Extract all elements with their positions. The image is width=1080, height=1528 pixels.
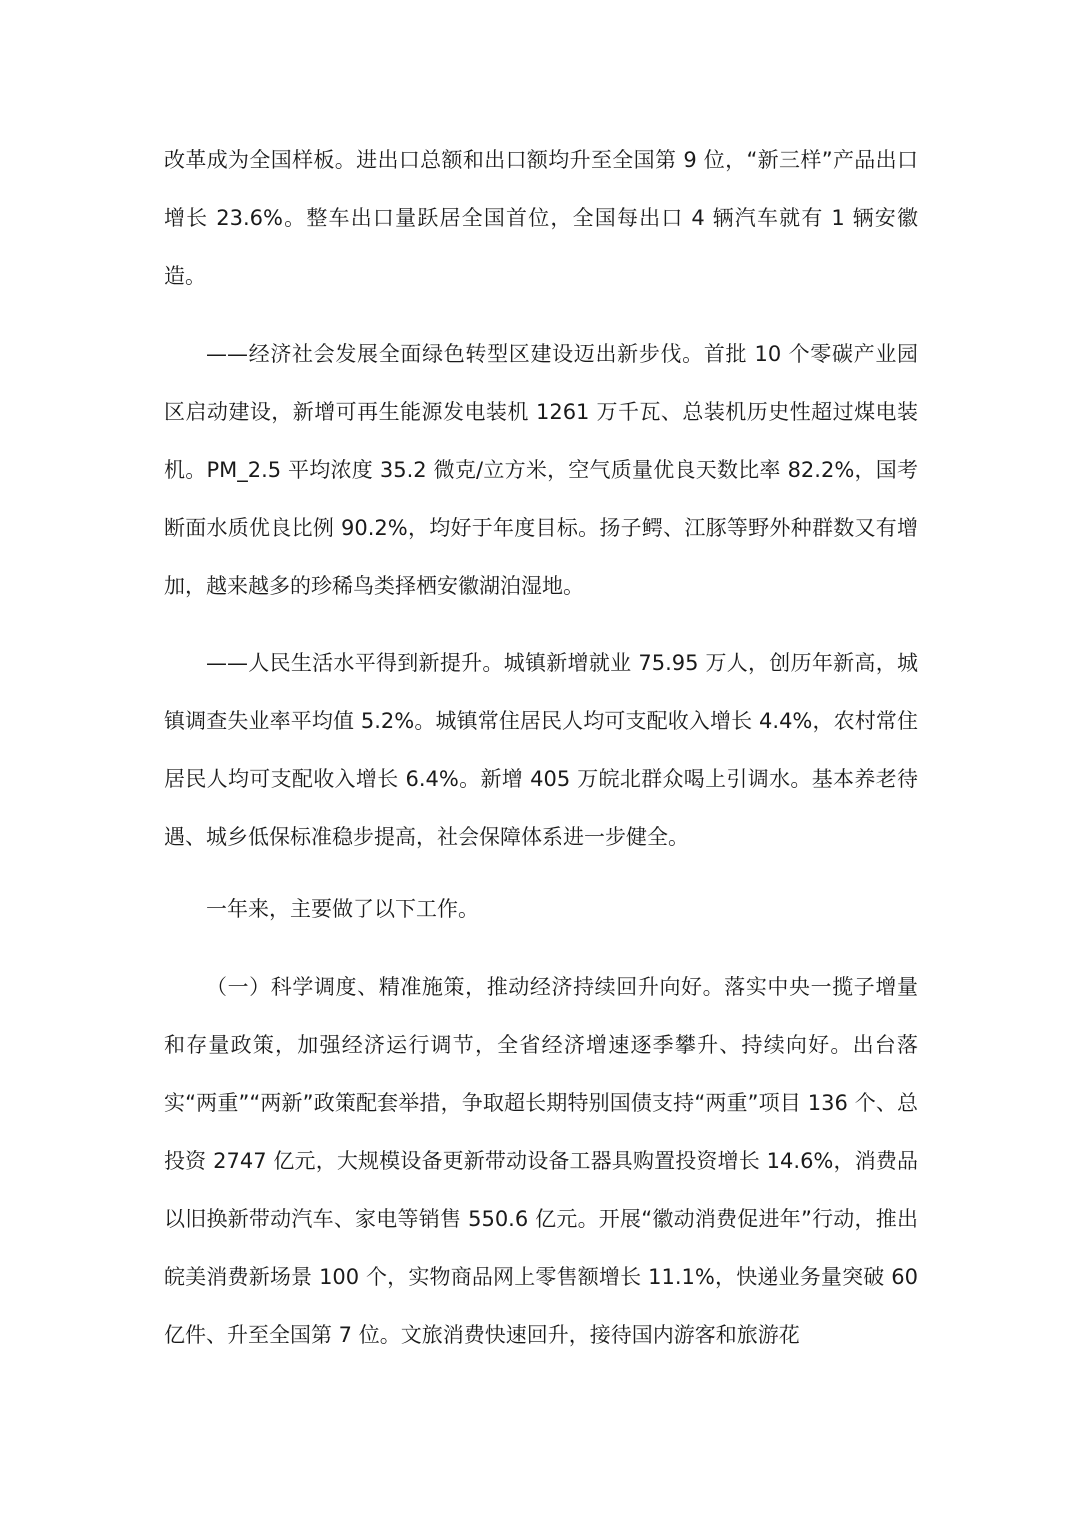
- paragraph-economy-recovery: （一）科学调度、精准施策，推动经济持续回升向好。落实中央一揽子增量和存量政策，加强经济运行调节，全省经济增速逐季攀升、持续向好。出台落实“两重”“两新”政策配套举措，争取超长期特别国债支持“两重”项目 136 个、总投资 2747 亿元，大规模设备更新带动设备工器具购置投资增长 14.6%，消费品以旧换新带动汽车、家电等销售 550.6 亿元。开展“徽动消费促进年”行动，推出皖美消费新场景 100 个，实物商品网上零售额增长 11.1%，快递业务量突破 60 亿件、升至全国第 7 位。文旅消费快速回升，接待国内游客和旅游花: [164, 975, 918, 1347]
- paragraph-work-intro: 一年来，主要做了以下工作。: [206, 897, 479, 921]
- paragraph-green-transition: ——经济社会发展全面绿色转型区建设迈出新步伐。首批 10 个零碳产业园区启动建设，新增可再生能源发电装机 1261 万千瓦、总装机历史性超过煤电装机。PM_2.5 平均浓度 35.2 微克/立方米，空气质量优良天数比率 82.2%，国考断面水质优良比例 90.2%，均好于年度目标。扬子鳄、江豚等野外种群数又有增加，越来越多的珍稀鸟类择栖安徽湖泊湿地。: [164, 342, 918, 598]
- paragraph-trade-continuation: 改革成为全国样板。进出口总额和出口额均升至全国第 9 位，“新三样”产品出口增长 23.6%。整车出口量跃居全国首位，全国每出口 4 辆汽车就有 1 辆安徽造。: [164, 148, 918, 288]
- paragraph-living-standards: ——人民生活水平得到新提升。城镇新增就业 75.95 万人，创历年新高，城镇调查失业率平均值 5.2%。城镇常住居民人均可支配收入增长 4.4%，农村常住居民人均可支配收入增长 6.4%。新增 405 万皖北群众喝上引调水。基本养老待遇、城乡低保标准稳步提高，社会保障体系进一步健全。: [164, 651, 918, 849]
